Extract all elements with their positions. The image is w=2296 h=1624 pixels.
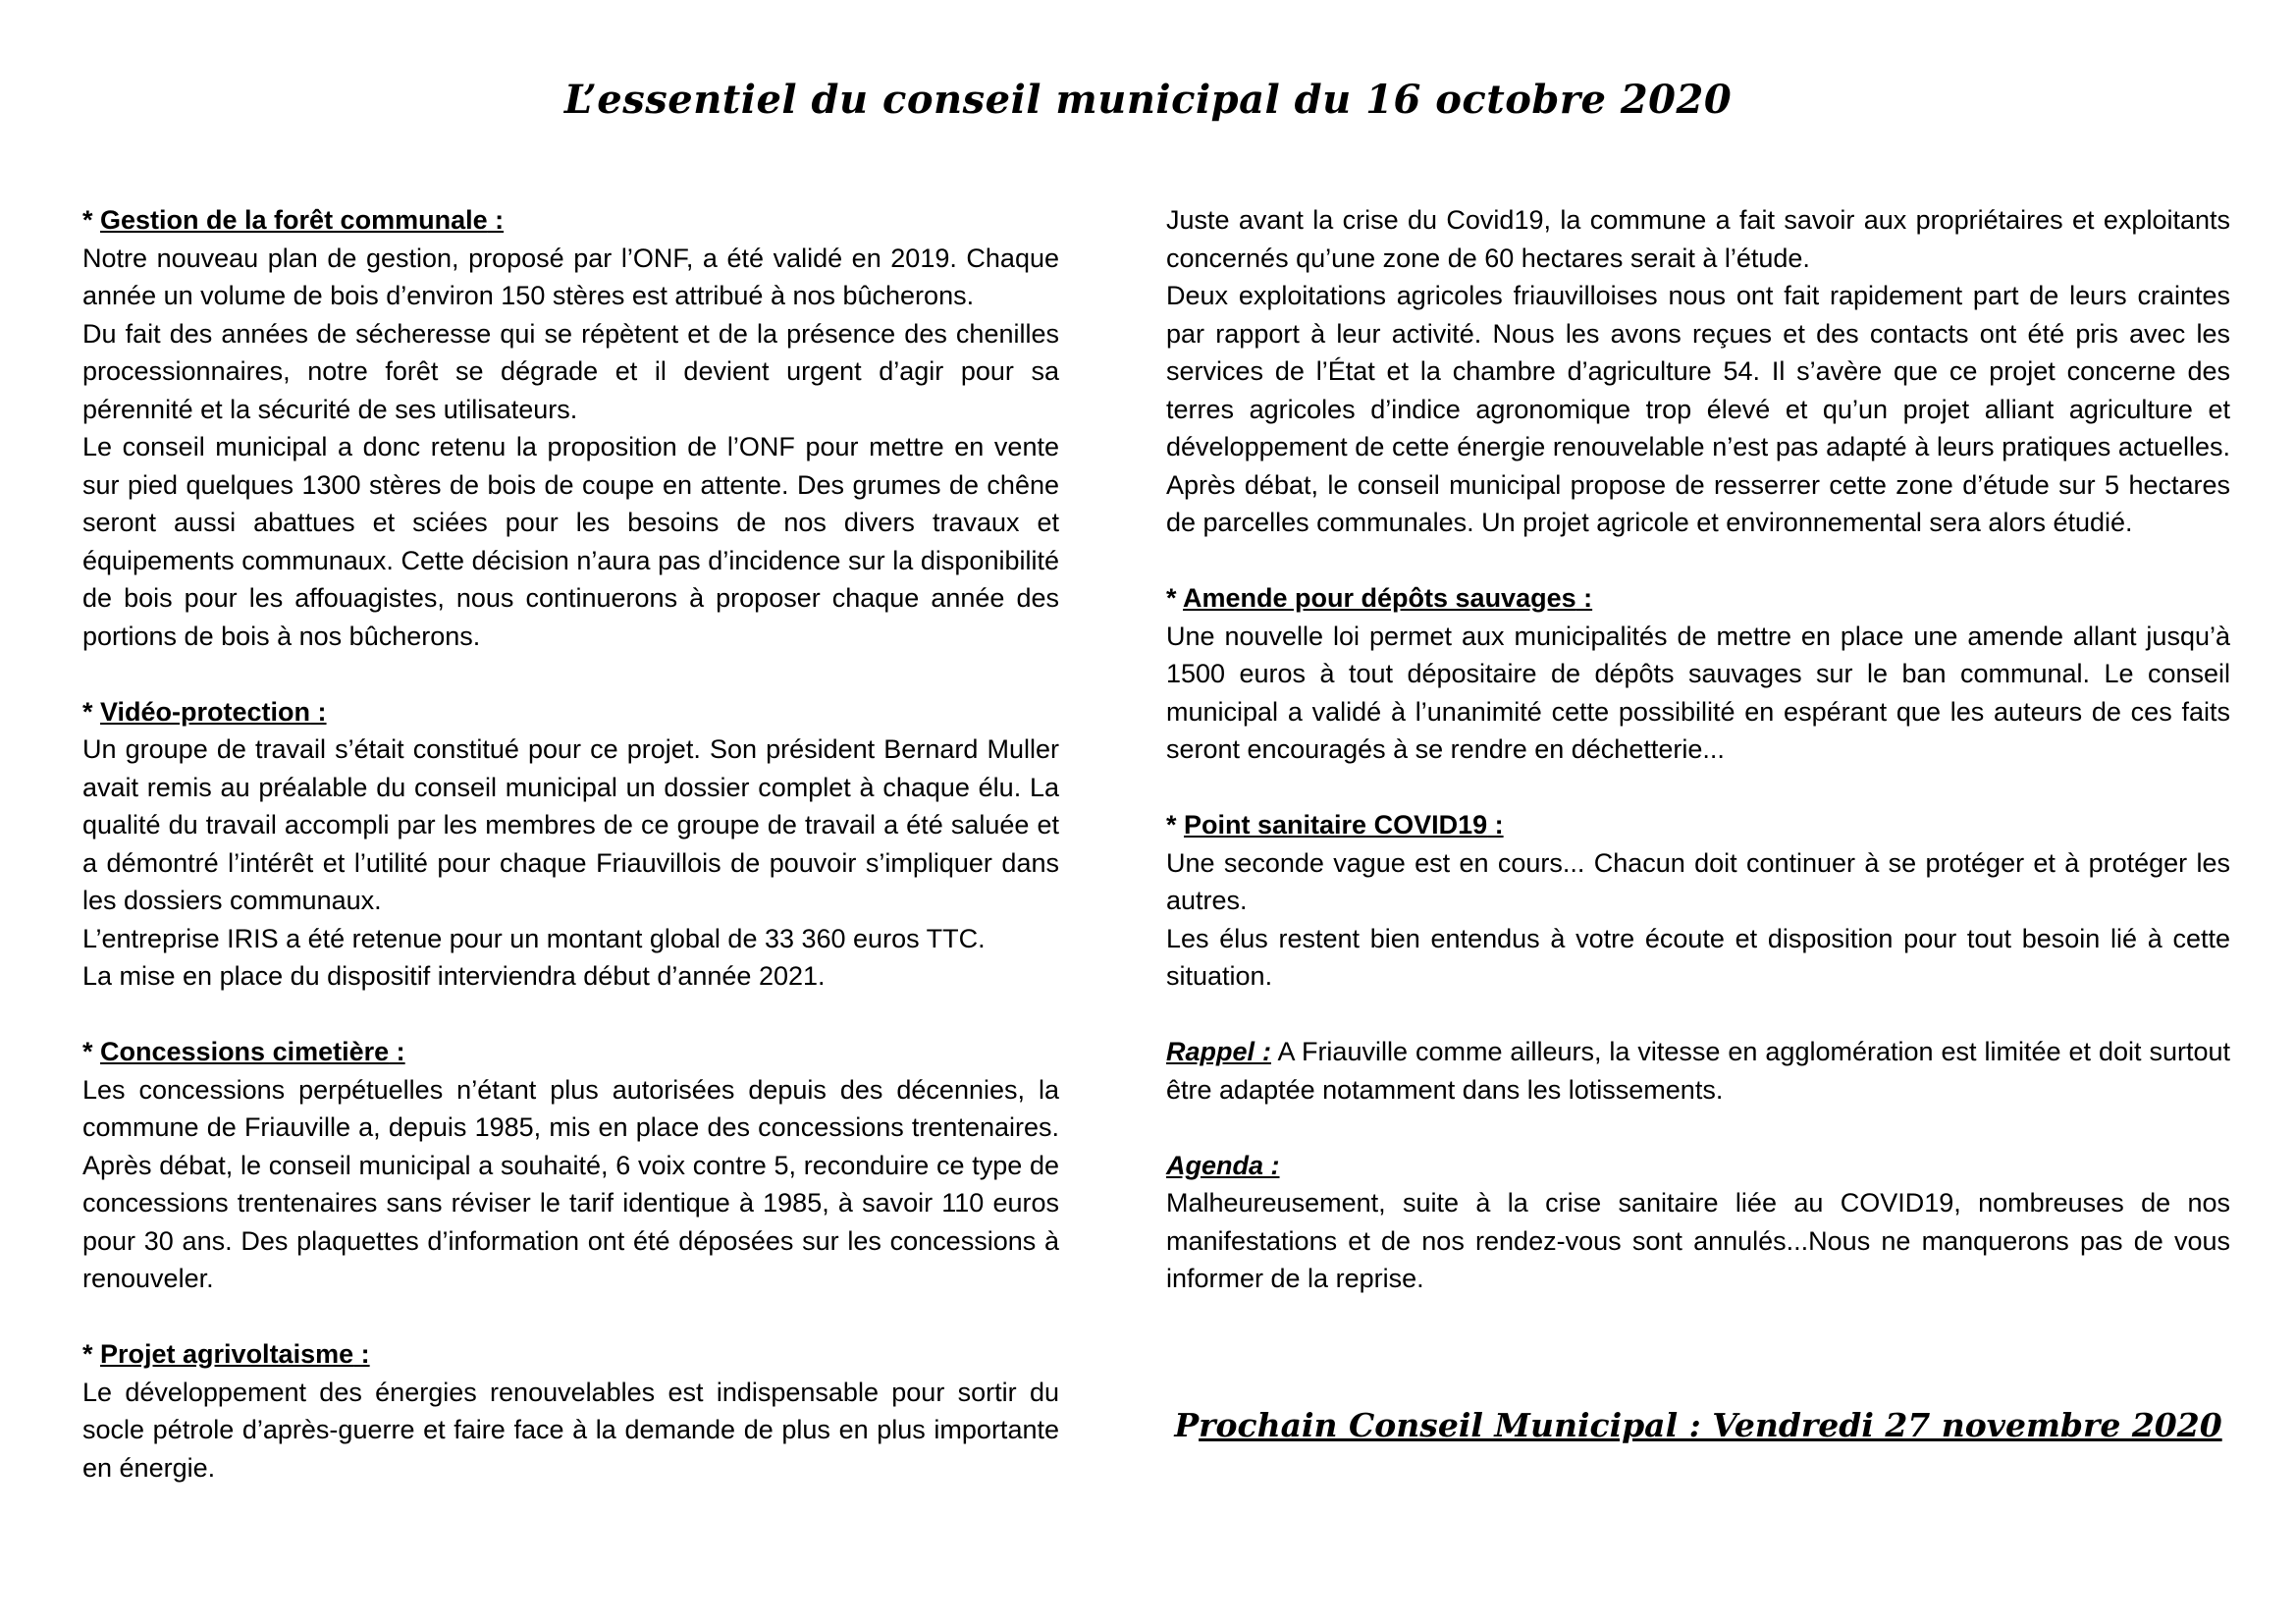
- paragraph: Les élus restent bien entendus à votre écoute et disposition pour tout besoin lié à cette situation.: [1166, 923, 2230, 991]
- agenda-label: Agenda :: [1166, 1150, 1280, 1180]
- left-column: [82, 201, 1059, 1487]
- rappel-label: Rappel :: [1166, 1037, 1271, 1066]
- paragraph: Les concessions perpétuelles n’étant plus autorisées depuis des décennies, la commune de Friauville a, depuis 1985, mis en place des concessions trentenaires. Après débat, le conseil municipal a souhaité, 6 voix contre 5, reconduire ce type de concessions trentenaires sans réviser le tarif identique à 1985, à savoir 110 euros pour 30 ans. Des plaquettes d’information ont été déposées sur les concessions à renouveler.: [82, 1074, 1059, 1293]
- section-heading-amende: * Amende pour dépôts sauvages :: [1166, 583, 1593, 613]
- paragraph: Le développement des énergies renouvelables est indispensable pour sortir du socle pétrole d’après-guerre et faire face à la demande de plus en plus importante en énergie.: [82, 1377, 1059, 1483]
- paragraph: Un groupe de travail s’était constitué pour ce projet. Son président Bernard Muller avait remis au préalable du conseil municipal un dossier complet à chaque élu. La qualité du travail accompli par les membres de ce groupe de travail a été saluée et a démontré l’intérêt et l’utilité pour chaque Friauvillois de pouvoir s’impliquer dans les dossiers communaux.: [82, 734, 1059, 915]
- section-heading-video: * Vidéo-protection :: [82, 696, 327, 727]
- paragraph: Une nouvelle loi permet aux municipalités de mettre en place une amende allant jusqu’à 1500 euros à tout dépositaire de dépôts sauvages sur le ban communal. Le conseil municipal a validé à l’unanimité cette possibilité en espérant que les auteurs de ces faits seront encouragés à se rendre en déchetterie...: [1166, 621, 2230, 764]
- paragraph: Une seconde vague est en cours... Chacun doit continuer à se protéger et à protéger les autres.: [1166, 847, 2230, 915]
- heading-text: Gestion de la forêt communale: [100, 205, 488, 235]
- section-heading-agrivoltaisme: * Projet agrivoltaisme :: [82, 1339, 370, 1369]
- paragraph: Deux exploitations agricoles friauvilloises nous ont fait rapidement part de leurs craintes par rapport à leur activité. Nous les avons reçues et des contacts ont été pris avec les services de l’État et la chambre d’agriculture 54. Il s’avère que ce projet concerne des terres agricoles d’indice agronomique trop élevé et qu’un projet alliant agriculture et développement de cette énergie renouvelable n’est pas adapté à leurs pratiques actuelles. Après débat, le conseil municipal propose de resserrer cette zone d’étude sur 5 hectares de parcelles communales. Un projet agricole et environnemental sera alors étudié.: [1166, 281, 2230, 537]
- heading-text: Projet agrivoltaisme: [100, 1339, 354, 1369]
- next-council-date: Prochain Conseil Municipal : Vendredi 27 novembre 2020: [1174, 1406, 2222, 1444]
- section-heading-covid: * Point sanitaire COVID19 :: [1166, 810, 1504, 839]
- heading-text: Point sanitaire COVID19: [1184, 810, 1488, 839]
- heading-text: Concessions cimetière: [100, 1037, 390, 1066]
- heading-text: Amende pour dépôts sauvages: [1183, 583, 1576, 613]
- page-title: L’essentiel du conseil municipal du 16 octobre 2020: [563, 77, 1733, 123]
- paragraph: Le conseil municipal a donc retenu la proposition de l’ONF pour mettre en vente sur pied quelques 1300 stères de bois de coupe en attente. Des grumes de chêne seront aussi abattues et sciées pour les besoins de nos divers travaux et équipements communaux. Cette décision n’aura pas d’incidence sur la disponibilité de bois pour les affouagistes, nous continuerons à proposer chaque année des portions de bois à nos bûcherons.: [82, 432, 1059, 651]
- section-heading-cimetiere: * Concessions cimetière :: [82, 1037, 405, 1066]
- heading-text: Vidéo-protection: [100, 696, 311, 727]
- right-column: [1166, 201, 2230, 1298]
- rappel-paragraph: Rappel : A Friauville comme ailleurs, la vitesse en agglomération est limitée et doit surtout être adaptée notamment dans les lotissements.: [1166, 1037, 2230, 1105]
- paragraph: Malheureusement, suite à la crise sanitaire liée au COVID19, nombreuses de nos manifestations et de nos rendez-vous sont annulés...Nous ne manquerons pas de vous informer de la reprise.: [1166, 1188, 2230, 1293]
- paragraph: Notre nouveau plan de gestion, proposé par l’ONF, a été validé en 2019. Chaque année un volume de bois d’environ 150 stères est attribué à nos bûcherons.: [82, 243, 1059, 310]
- section-heading-foret: * Gestion de la forêt communale :: [82, 205, 505, 235]
- paragraph: Du fait des années de sécheresse qui se répètent et de la présence des chenilles processionnaires, notre forêt se dégrade et il devient urgent d’agir pour sa pérennité et la sécurité de ses utilisateurs.: [82, 318, 1059, 424]
- paragraph: Juste avant la crise du Covid19, la commune a fait savoir aux propriétaires et exploitants concernés qu’une zone de 60 hectares serait à l’étude.: [1166, 205, 2230, 273]
- paragraph: La mise en place du dispositif interviendra début d’année 2021.: [82, 961, 826, 991]
- paragraph: L’entreprise IRIS a été retenue pour un montant global de 33 360 euros TTC.: [82, 923, 986, 953]
